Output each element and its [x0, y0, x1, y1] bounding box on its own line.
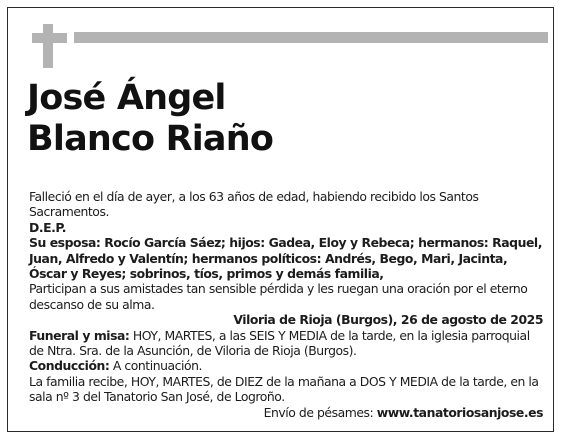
cross-icon [43, 24, 53, 68]
name-line-2: Blanco Riaño [27, 119, 274, 159]
family-text: Su esposa: Rocío García Sáez; hijos: Gadea, Eloy y Rebeca; hermanos: Raquel, Juan, Alfredo y Valentín; hermanos políticos: Andrés, Bego, Mari, Jacinta, Óscar y Reyes; sobrinos, tíos, primos y demás familia, [29, 235, 542, 282]
header-rule [74, 32, 548, 43]
funeral-label: Funeral y misa: [29, 327, 130, 343]
dep-text: D.E.P. [29, 219, 66, 235]
cross-icon-bar [32, 33, 67, 43]
funeral-paragraph [29, 328, 545, 359]
obituary-card [7, 7, 554, 432]
deceased-name [27, 78, 273, 160]
condolence-site: www.tanatoriosanjose.es [376, 404, 543, 420]
conduction-text: A continuación. [109, 358, 203, 374]
obituary-body [29, 189, 545, 420]
funeral-text: HOY, MARTES, a las SEIS Y MEDIA de la tarde, en la iglesia parroquial de Ntra. Sra. de la Asunción, de Viloria de Rioja (Burgos). [29, 327, 530, 359]
intro-text: Falleció en el día de ayer, a los 63 años de edad, habiendo recibido los Santos Sacramentos. [29, 189, 479, 220]
reception-text: La familia recibe, HOY, MARTES, de DIEZ de la mañana a DOS Y MEDIA de la tarde, en la sala nº 3 del Tanatorio San José, de Logroño. [29, 373, 539, 405]
place-date: Viloria de Rioja (Burgos), 26 de agosto de 2025 [233, 312, 543, 328]
participation-text: Participan a sus amistades tan sensible pérdida y les ruegan una oración por el eterno descanso de su alma. [29, 281, 528, 312]
condolence-line [29, 405, 545, 420]
condolence-label: Envío de pésames: [263, 404, 377, 420]
name-line-1: José Ángel [27, 78, 226, 118]
conduction-label: Conducción: [29, 358, 110, 374]
conduction-paragraph [29, 358, 545, 373]
